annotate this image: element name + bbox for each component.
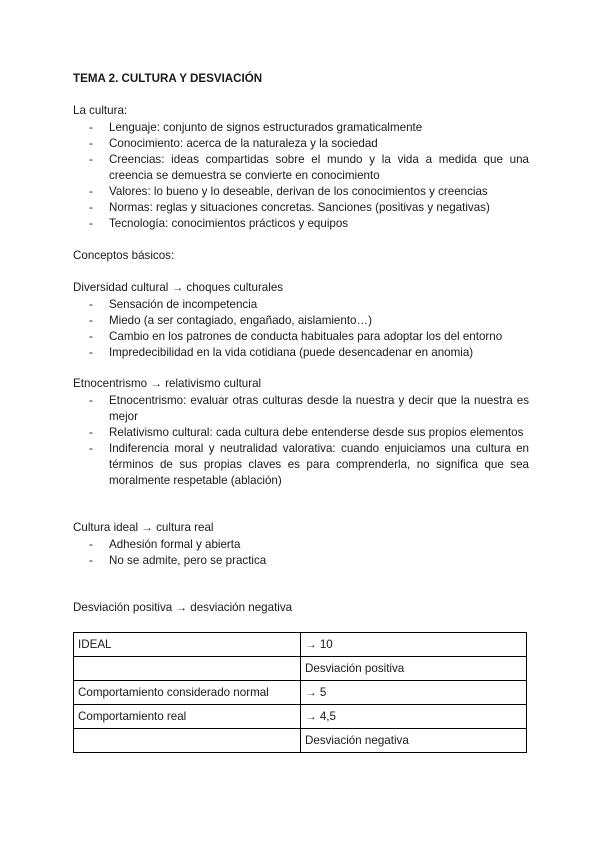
table-cell: → 10 xyxy=(301,633,527,657)
list-item: - No se admite, pero se practica xyxy=(89,554,267,567)
list-item: - Creencias: ideas compartidas sobre el mundo y la vida a medida que una creencia se demuestra se convierte en conocimiento xyxy=(89,153,529,182)
list-ideal xyxy=(73,537,529,569)
bullet-dash: - xyxy=(89,201,93,214)
bullet-dash: - xyxy=(89,121,93,134)
list-item: - Miedo (a ser contagiado, engañado, aislamiento…) xyxy=(89,314,372,327)
table-cell xyxy=(74,729,301,753)
list-item: - Tecnología: conocimientos prácticos y equipos xyxy=(89,217,349,230)
bullet-dash: - xyxy=(89,394,93,407)
table-row xyxy=(74,681,527,705)
bullet-dash: - xyxy=(89,314,93,327)
section-heading-cultura: La cultura: xyxy=(73,104,128,117)
list-item: - Sensación de incompetencia xyxy=(89,298,258,311)
list-item: - Normas: reglas y situaciones concretas. Sanciones (positivas y negativas) xyxy=(89,201,490,214)
bullet-dash: - xyxy=(89,298,93,311)
list-item: - Adhesión formal y abierta xyxy=(89,538,241,551)
section-heading-diversidad: Diversidad cultural → choques culturales xyxy=(73,281,284,294)
table-cell: → 4,5 xyxy=(301,705,527,729)
bullet-dash: - xyxy=(89,217,93,230)
list-diversidad xyxy=(73,297,529,361)
list-item: - Impredecibilidad en la vida cotidiana (puede desencadenar en anomia) xyxy=(89,346,474,359)
list-item: - Relativismo cultural: cada cultura debe entenderse desde sus propios elementos xyxy=(89,426,524,439)
table-cell: Desviación positiva xyxy=(301,657,527,681)
deviation-table xyxy=(73,632,527,753)
table-row xyxy=(74,633,527,657)
list-item: - Valores: lo bueno y lo deseable, derivan de los conocimientos y creencias xyxy=(89,185,488,198)
list-item: - Etnocentrismo: evaluar otras culturas desde la nuestra y decir que la nuestra es mejor xyxy=(89,394,529,423)
bullet-dash: - xyxy=(89,185,93,198)
table-row xyxy=(74,705,527,729)
list-cultura xyxy=(73,120,529,232)
section-heading-etnocentrismo: Etnocentrismo → relativismo cultural xyxy=(73,377,262,390)
list-item: - Conocimiento: acerca de la naturaleza y la sociedad xyxy=(89,137,378,150)
table-cell: Desviación negativa xyxy=(301,729,527,753)
bullet-dash: - xyxy=(89,538,93,551)
list-item: - Indiferencia moral y neutralidad valorativa: cuando enjuiciamos una cultura en términos de sus propias claves es para comprenderla, no significa que sea moralmente respetable (ablación) xyxy=(89,442,529,487)
table-cell: → 5 xyxy=(301,681,527,705)
bullet-dash: - xyxy=(89,426,93,439)
list-etnocentrismo xyxy=(73,393,529,489)
table-cell: Comportamiento considerado normal xyxy=(74,681,301,705)
list-item: - Lenguaje: conjunto de signos estructurados gramaticalmente xyxy=(89,121,423,134)
table-cell: IDEAL xyxy=(74,633,301,657)
page-title: TEMA 2. CULTURA Y DESVIACIÓN xyxy=(73,72,263,85)
table-row xyxy=(74,657,527,681)
bullet-dash: - xyxy=(89,442,93,455)
table-cell xyxy=(74,657,301,681)
section-heading-ideal: Cultura ideal → cultura real xyxy=(73,521,214,534)
section-heading-conceptos: Conceptos básicos: xyxy=(73,249,175,262)
bullet-dash: - xyxy=(89,137,93,150)
table-row xyxy=(74,729,527,753)
bullet-dash: - xyxy=(89,330,93,343)
list-item: - Cambio en los patrones de conducta habituales para adoptar los del entorno xyxy=(89,330,503,343)
bullet-dash: - xyxy=(89,554,93,567)
section-heading-desviacion: Desviación positiva → desviación negativa xyxy=(73,601,293,614)
bullet-dash: - xyxy=(89,346,93,359)
bullet-dash: - xyxy=(89,153,93,166)
table-cell: Comportamiento real xyxy=(74,705,301,729)
